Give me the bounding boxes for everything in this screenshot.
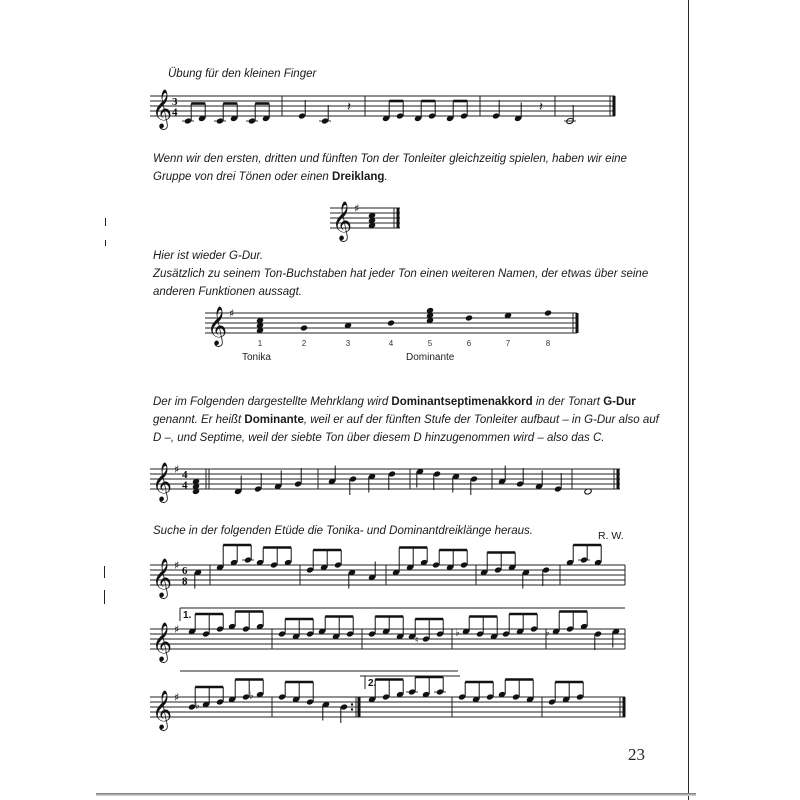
flat-accidental-icon: ♭ bbox=[249, 690, 254, 702]
etude-staff-1 bbox=[150, 558, 630, 598]
volta-label: 1. bbox=[183, 610, 192, 621]
time-signature: 8 bbox=[182, 575, 188, 588]
note-head bbox=[465, 314, 473, 321]
exercise-title: Übung für den kleinen Finger bbox=[168, 68, 317, 80]
scale-degree-number: 5 bbox=[427, 339, 433, 348]
scale-degree-number: 4 bbox=[388, 339, 394, 348]
treble-clef-icon: 𝄞 bbox=[152, 622, 173, 662]
scan-mark bbox=[105, 240, 106, 246]
scale-degree-number: 7 bbox=[505, 339, 511, 348]
time-signature: 4 bbox=[182, 479, 188, 492]
volta-label: 2. bbox=[368, 678, 377, 689]
etude-staff-3 bbox=[150, 678, 630, 730]
rest-icon: 𝄽 bbox=[539, 100, 543, 115]
key-signature-sharp-icon: ♯ bbox=[174, 559, 180, 572]
scale-degree-number: 8 bbox=[545, 339, 551, 348]
finger-exercise-staff bbox=[150, 89, 620, 132]
repeat-dot bbox=[351, 708, 353, 710]
time-signature: 6 bbox=[182, 565, 188, 577]
etude-composer: R. W. bbox=[598, 530, 624, 542]
scan-mark bbox=[105, 218, 106, 226]
page-edge bbox=[688, 0, 689, 800]
treble-clef-icon: 𝄞 bbox=[207, 306, 228, 346]
note-head bbox=[387, 319, 395, 326]
scan-mark bbox=[104, 566, 105, 578]
key-signature-sharp-icon: ♯ bbox=[229, 307, 235, 320]
treble-clef-icon: 𝄞 bbox=[152, 690, 173, 730]
treble-clef-icon: 𝄞 bbox=[152, 558, 173, 598]
time-signature: 3 bbox=[172, 96, 178, 108]
etude-staff-2 bbox=[150, 610, 630, 662]
time-signature: 4 bbox=[172, 106, 178, 119]
treble-clef-icon: 𝄞 bbox=[152, 462, 173, 502]
treble-clef-icon: 𝄞 bbox=[152, 89, 173, 129]
repeat-dot bbox=[351, 703, 353, 705]
time-signature: 4 bbox=[182, 469, 188, 481]
page-bottom-shadow bbox=[96, 793, 696, 796]
scale-degree-number: 3 bbox=[345, 339, 351, 348]
key-signature-sharp-icon: ♯ bbox=[174, 623, 180, 636]
scale-degree-number: 1 bbox=[257, 339, 263, 348]
tonic-label: Tonika bbox=[242, 352, 271, 363]
key-signature-sharp-icon: ♯ bbox=[174, 691, 180, 704]
key-signature-sharp-icon: ♯ bbox=[174, 463, 180, 476]
treble-clef-icon: 𝄞 bbox=[332, 201, 353, 241]
page-number: 23 bbox=[628, 745, 645, 764]
dominant-seventh-paragraph: Der im Folgenden dargestellte Mehrklang wird Dominantseptimenakkord in der Tonart G-Dur genannt. Er heißt Dominante, weil er auf der fünften Stufe der Tonleiter aufbaut – in G-Dur also auf D –, und Septime, weil der siebte Ton über diesem D hinzugenommen wird – also das C. bbox=[153, 396, 659, 444]
flat-accidental-icon: ♭ bbox=[195, 700, 200, 712]
note-head bbox=[544, 309, 552, 316]
triad-intro-paragraph: Wenn wir den ersten, dritten und fünften Ton der Tonleiter gleichzeitig spielen, haben wir eine Gruppe von drei Tönen oder einen Dreiklang. bbox=[153, 153, 627, 183]
note-head bbox=[300, 324, 308, 331]
dominant-seventh-staff bbox=[150, 460, 625, 500]
scale-degree-number: 2 bbox=[301, 339, 307, 348]
scan-mark bbox=[104, 590, 105, 604]
dominant-label: Dominante bbox=[406, 352, 455, 363]
natural-accidental-icon: ♮ bbox=[415, 635, 419, 646]
key-signature-sharp-icon: ♯ bbox=[354, 202, 360, 215]
flat-accidental-icon: ♭ bbox=[545, 627, 550, 639]
triad-chord-staff bbox=[330, 200, 405, 240]
rest-icon: 𝄽 bbox=[347, 100, 351, 115]
flat-accidental-icon: ♭ bbox=[455, 627, 460, 639]
etude-instruction: Suche in der folgenden Etüde die Tonika- und Dominantdreiklänge heraus. bbox=[153, 525, 533, 537]
scale-degree-number: 6 bbox=[466, 339, 472, 348]
gdur-intro-paragraph: Hier ist wieder G-Dur. Zusätzlich zu seinem Ton-Buchstaben hat jeder Ton einen weiteren Namen, der etwas über seine anderen Funktionen aussagt. bbox=[153, 250, 649, 298]
